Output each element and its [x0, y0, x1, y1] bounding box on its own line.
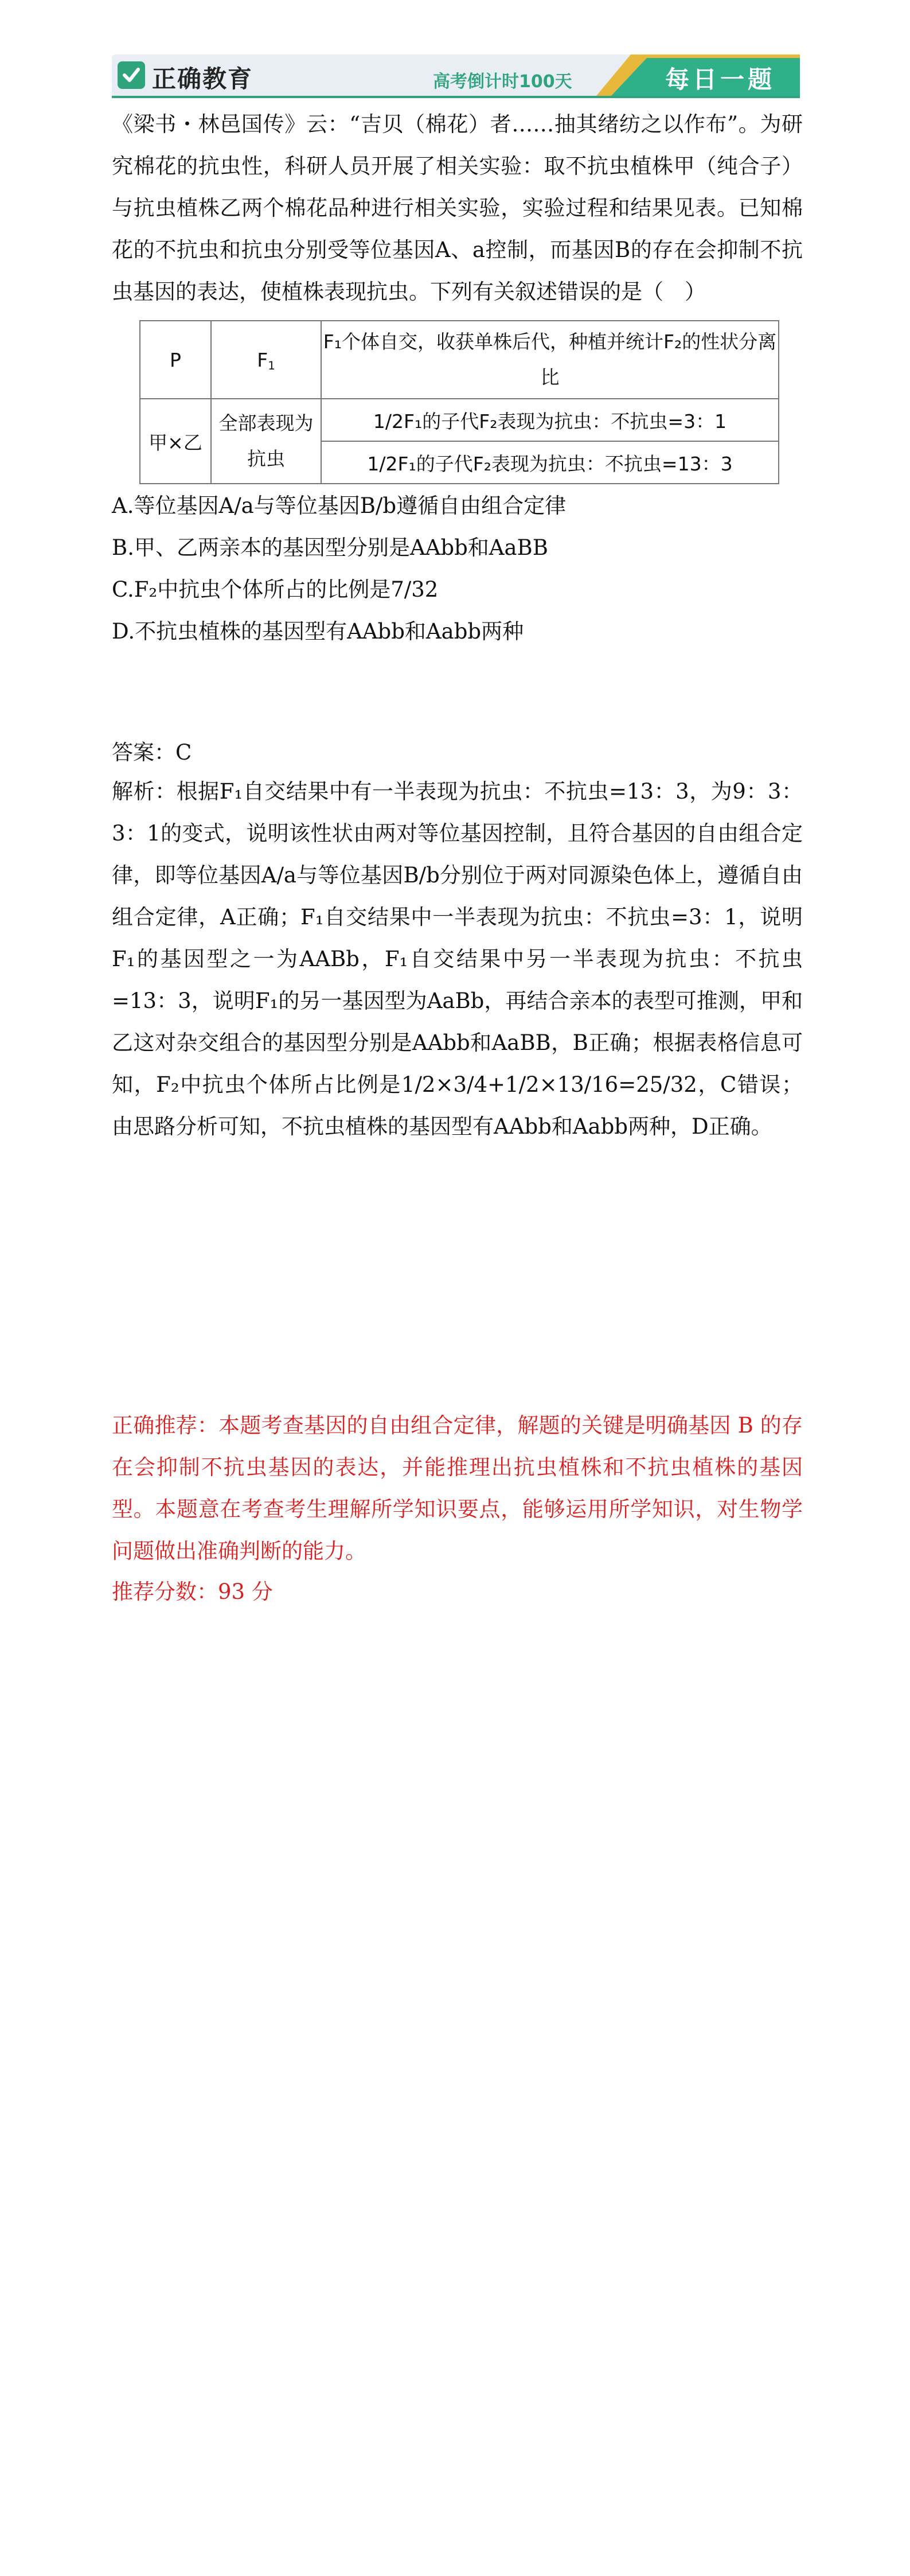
option-a: A.等位基因A/a与等位基因B/b遵循自由组合定律: [112, 493, 567, 518]
daily-question-tab: [596, 55, 800, 96]
answer-line: 答案：C: [112, 740, 192, 765]
experiment-table: [139, 320, 779, 484]
brand-name: 正确教育: [152, 65, 253, 93]
countdown-text: 高考倒计时100天: [433, 72, 572, 92]
option-d: D.不抗虫植株的基因型有AAbb和Aabb两种: [112, 619, 524, 644]
option-c: C.F₂中抗虫个体所占的比例是7/32: [112, 577, 439, 602]
header-f1-sub: 1: [268, 359, 275, 372]
ratio-row-2: 1/2F₁的子代F₂表现为抗虫：不抗虫=13：3: [321, 441, 779, 484]
recommend-score: 推荐分数：93 分: [112, 1579, 273, 1604]
cross-cell: 甲×乙: [140, 399, 211, 484]
option-b: B.甲、乙两亲本的基因型分别是AAbb和AaBB: [112, 535, 548, 560]
table-header-row: [140, 321, 779, 399]
recommendation-text: 正确推荐：本题考查基因的自由组合定律，解题的关键是明确基因 B 的存在会抑制不抗虫基因的表达，并能推理出抗虫植株和不抗虫植株的基因型。本题意在考查考生理解所学知识要点，能够运用所学知识，对生物学问题做出准确判断的能力。: [112, 1413, 803, 1563]
header-p: P: [140, 321, 211, 399]
header-f1-main: F: [257, 348, 268, 371]
header-f1: [211, 321, 321, 399]
question-stem: 《梁书・林邑国传》云：“吉贝（棉花）者……抽其绪纺之以作布”。为研究棉花的抗虫性，科研人员开展了相关实验：取不抗虫植株甲（纯合子）与抗虫植株乙两个棉花品种进行相关实验，实验过程和结果见表。已知棉花的不抗虫和抗虫分别受等位基因A、a控制，而基因B的存在会抑制不抗虫基因的表达，使植株表现抗虫。下列有关叙述错误的是（ ）: [112, 112, 803, 304]
table-row: [140, 399, 779, 441]
header-ratio: F₁个体自交，收获单株后代，种植并统计F₂的性状分离比: [321, 321, 779, 399]
f1-result-cell: 全部表现为抗虫: [211, 399, 321, 484]
header-underline: [112, 96, 800, 98]
header-banner: [112, 55, 800, 99]
checkmark-icon: [118, 61, 145, 89]
ratio-row-1: 1/2F₁的子代F₂表现为抗虫：不抗虫=3：1: [321, 399, 779, 441]
daily-question-label: 每日一题: [665, 65, 776, 94]
analysis-text: 解析：根据F₁自交结果中有一半表现为抗虫：不抗虫=13：3，为9：3：3：1的变式，说明该性状由两对等位基因控制，且符合基因的自由组合定律，即等位基因A/a与等位基因B/b分别位于两对同源染色体上，遵循自由组合定律，A正确；F₁自交结果中一半表现为抗虫：不抗虫=3：1，说明F₁的基因型之一为AABb，F₁自交结果中另一半表现为抗虫：不抗虫=13：3，说明F₁的另一基因型为AaBb，再结合亲本的表型可推测，甲和乙这对杂交组合的基因型分别是AAbb和AaBB，B正确；根据表格信息可知，F₂中抗虫个体所占比例是1/2×3/4+1/2×13/16=25/32，C错误；由思路分析可知，不抗虫植株的基因型有AAbb和Aabb两种，D正确。: [112, 779, 803, 1139]
